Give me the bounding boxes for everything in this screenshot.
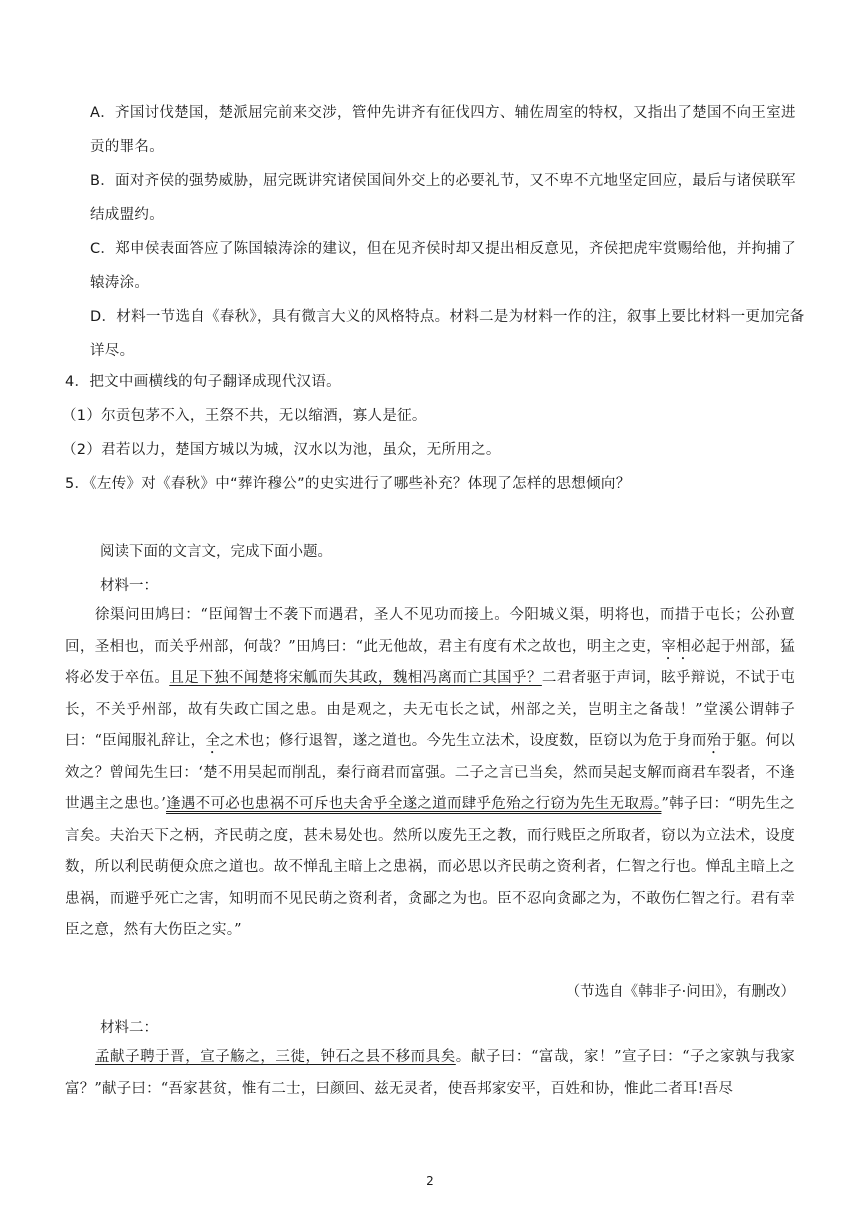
material-1-text: 徐渠问田鸠曰：“臣闻智士不袭下而遇君，圣人不见功而接上。今阳城义渠，明将也，而措于屯长；公孙亶回，圣相也，而关乎州部，何哉？”田鸠曰：“此无他故，君主有度有术之故也，明主之吏，宰相必起于州部，猛将必发于卒伍。且足下独不闻楚将宋觚而失其政，魏相冯离而亡其国乎？二君者驱于声词，眩乎辩说，不试于屯长，不关乎州部，故有失政亡国之患。由是观之，夫无屯长之试，州部之关，岂明主之备哉！”堂溪公谓韩子曰：“臣闻服礼辞让，全之术也；修行退智，遂之道也。今先生立法术，设度数，臣窃以为危于身而殆于躯。何以效之？曾闻先生曰：‘楚不用吴起而削乱，秦行商君而富强。二子之言已当矣，然而吴起支解而商君车裂者，不逢世遇主之患也。’逢遇不可必也患祸不可斥也夫舍乎全遂之道而肆乎危殆之行窃为先生无取焉。”韩子曰：“明先生之言矣。夫治天下之柄，齐民萌之度，甚未易处也。然所以废先王之教，而行贱臣之所取者，窃以为立法术，设度数，所以利民萌便众庶之道也。故不惮乱主暗上之患祸，而必思以齐民萌之资利者，仁智之行也。惮乱主暗上之患祸，而避乎死亡之害，知明而不见民萌之资利者，贪鄙之为也。臣不忍向贪鄙之为，不敢伤仁智之行。君有幸臣之意，然有大伤臣之实。”	[65, 607, 796, 938]
option-d: D．材料一节选自《春秋》，具有微言大义的风格特点。材料二是为材料一作的注，叙事上要比材料一更加完备详尽。	[90, 309, 805, 359]
source-citation: （节选自《韩非子·问田》，有删改）	[565, 984, 795, 1000]
option-b: B．面对齐侯的强势威胁，屈完既讲究诸侯国间外交上的必要礼节，又不卑不亢地坚定回应，最后与诸侯联军结成盟约。	[90, 173, 796, 223]
option-a: A．齐国讨伐楚国，楚派屈完前来交涉，管仲先讲齐有征伐四方、辅佐周室的特权，又指出了楚国不向王室进贡的罪名。	[90, 105, 796, 155]
material-2-label: 材料二：	[100, 1020, 158, 1036]
underlined-sentence-2: 逢遇不可必也患祸不可斥也夫舍乎全遂之道而肆乎危殆之行窃为先生无取焉。	[166, 796, 662, 812]
question-4-sentence-2: （2）君若以力，楚国方城以为城，汉水以为池，虽众，无所用之。	[62, 442, 501, 458]
material-2-text: 孟献子聘于晋，宣子觞之，三徙，钟石之县不移而具矣。献子曰：“富哉，家！”宣子曰：“子之家孰与我家富？”献子曰：“吾家甚贫，惟有二士，曰颜回、兹无灵者，使吾邦家安平，百姓和协，惟此二者耳!吾尽	[65, 1049, 795, 1097]
option-c: C．郑申侯表面答应了陈国辕涛涂的建议，但在见齐侯时却又提出相反意见，齐侯把虎牢赏赐给他，并拘捕了辕涛涂。	[90, 241, 797, 291]
question-5: 5．《左传》对《春秋》中“葬许穆公”的史实进行了哪些补充？体现了怎样的思想倾向？	[65, 476, 631, 492]
emphasized-word-dai: 殆	[706, 733, 722, 749]
reading-intro: 阅读下面的文言文，完成下面小题。	[100, 544, 332, 560]
emphasized-word-zaixiang: 宰相	[661, 638, 691, 655]
question-4-sentence-1: （1）尔贡包茅不入，王祭不共，无以缩酒，寡人是征。	[62, 408, 427, 424]
underlined-sentence-3: 孟献子聘于晋，宣子觞之，三徙，钟石之县不移而具矣	[95, 1049, 456, 1065]
material-1-label: 材料一：	[100, 578, 158, 594]
underlined-sentence-1: 且足下独不闻楚将宋觚而失其政，魏相冯离而亡其国乎？	[169, 670, 542, 686]
emphasized-word-quan: 全	[205, 733, 221, 749]
page-number: 2	[426, 1174, 434, 1188]
question-4-title: 4．把文中画横线的句子翻译成现代汉语。	[65, 374, 341, 390]
